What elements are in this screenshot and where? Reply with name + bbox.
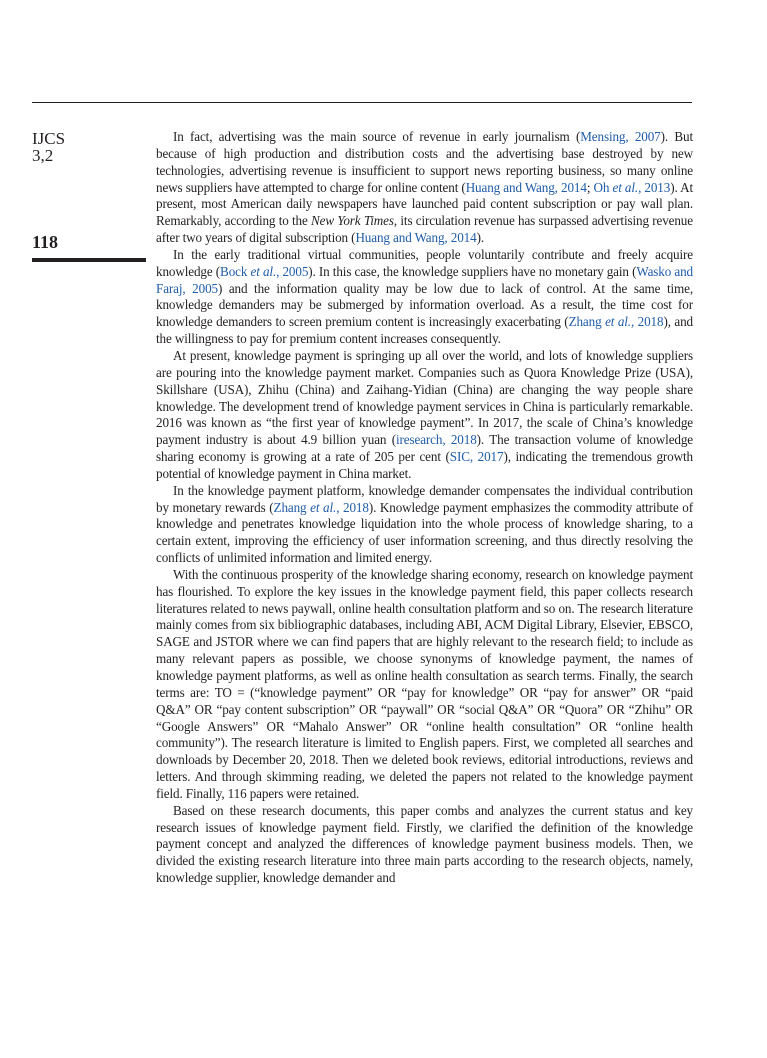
- paragraph-text: ). In this case, the knowledge suppliers have no monetary gain (: [308, 263, 637, 279]
- citation-link[interactable]: Oh: [593, 179, 613, 195]
- citation-link[interactable]: , 2018: [336, 499, 369, 515]
- paragraph-text: In the knowledge payment platform, knowledge demander compensates the individual contribution by monetary rewards (: [156, 482, 693, 515]
- citation-link[interactable]: iresearch, 2018: [396, 432, 477, 448]
- citation-link[interactable]: Bock: [220, 263, 251, 279]
- citation-link[interactable]: , 2018: [630, 314, 664, 330]
- paragraph-text: ), and the willingness to pay for premium content increases consequently.: [156, 314, 694, 347]
- journal-info: [32, 130, 65, 164]
- paragraph-text: ;: [586, 179, 594, 195]
- paragraph-text: In fact, advertising was the main source of revenue in early journalism (: [173, 129, 581, 144]
- paragraph-text: ), indicating the tremendous growth potential of knowledge payment in China market.: [156, 449, 693, 481]
- header-rule: [32, 102, 692, 103]
- citation-link[interactable]: et al.: [612, 179, 639, 195]
- citation-link[interactable]: et al.: [605, 314, 631, 330]
- paragraph-text: ). At present, most American daily newspapers have launched paid content subscription or pay wall plan. Remarkably, according to the: [156, 179, 693, 229]
- citation-link[interactable]: et al.: [310, 499, 337, 515]
- citation-link[interactable]: , 2005: [276, 263, 309, 279]
- citation-link[interactable]: et al.: [250, 263, 277, 279]
- citation-link[interactable]: Wasko and Faraj, 2005: [156, 263, 693, 296]
- body-paragraph: [156, 567, 693, 803]
- citation-link[interactable]: SIC, 2017: [449, 449, 504, 465]
- body-paragraph: [156, 247, 693, 348]
- citation-link[interactable]: Mensing, 2007: [580, 129, 661, 144]
- citation-link[interactable]: Huang and Wang, 2014: [355, 230, 477, 246]
- paragraph-text: With the continuous prosperity of the knowledge sharing economy, research on knowledge payment has flourished. To explore the key issues in the knowledge payment field, this paper collects research literatures related to news paywall, online health consultation platform and so on. The research literature mainly comes from six bibliographic databases, including ABI, ACM Digital Library, Elsevier, EBSCO, SAGE and JSTOR where we can find papers that are highly relevant to the research field; to include as many relevant papers as possible, we choose synonyms of knowledge payment, the names of knowledge payment platforms, as well as online health consultation as search terms. Finally, the search terms are: TO = (“knowledge payment” OR “pay for knowledge” OR “pay for answer” OR “paid Q&A” OR “pay content subscription” OR “paywall” OR “social Q&A” OR “Quora” OR “Zhihu” OR “Google Answers” OR “Mahalo Answer” OR “online health consultation” OR “online health community”). The research literature is limited to English papers. First, we completed all searches and downloads by December 20, 2018. Then we deleted book reviews, editorial introductions, reviews and letters. And through skimming reading, we deleted the papers not related to the knowledge payment field. Finally, 116 papers were retained.: [156, 566, 693, 801]
- italic-text: New York Times: [311, 213, 394, 229]
- citation-link[interactable]: Zhang: [273, 499, 311, 515]
- citation-link[interactable]: Huang and Wang, 2014: [465, 179, 587, 195]
- paragraph-text: ). Knowledge payment emphasizes the commodity attribute of knowledge and penetrates knowledge liquidation into the whole process of knowledge sharing, to a certain extent, improving the efficiency of user information screening, and thus directly resolving the conflicts of unlimited information and limited energy.: [156, 499, 693, 566]
- paragraph-text: In the early traditional virtual communities, people voluntarily contribute and freely acquire knowledge (: [156, 246, 693, 279]
- paragraph-text: , its circulation revenue has surpassed advertising revenue after two years of digital subscription (: [156, 213, 693, 246]
- paragraph-text: ). But because of high production and distribution costs and the advertising base destroyed by new technologies, advertising revenue is insufficient to support news reporting business, so many online news suppliers have attempted to charge for online content (: [156, 129, 693, 195]
- body-paragraph: [156, 129, 693, 247]
- article-body: [156, 129, 693, 887]
- page-number-rule: [32, 258, 146, 262]
- citation-link[interactable]: , 2013: [638, 179, 671, 195]
- page-number: 118: [32, 232, 59, 252]
- body-paragraph: [156, 803, 693, 887]
- paragraph-text: ).: [476, 230, 484, 246]
- body-paragraph: [156, 348, 693, 483]
- citation-link[interactable]: Zhang: [568, 314, 606, 330]
- journal-name: IJCS: [32, 129, 66, 148]
- body-paragraph: [156, 483, 693, 567]
- paragraph-text: Based on these research documents, this paper combs and analyzes the current status and key research issues of knowledge payment field. Firstly, we clarified the definition of the knowledge payment concept and analyzed the differences of knowledge payment business models. Then, we divided the existing research literature into three main parts according to the research objects, namely, knowledge supplier, knowledge demander and: [156, 802, 693, 886]
- volume-issue: 3,2: [32, 146, 54, 165]
- paragraph-text: ). The transaction volume of knowledge sharing economy is growing at a rate of 205 per cent (: [156, 432, 694, 465]
- paragraph-text: At present, knowledge payment is springing up all over the world, and lots of knowledge suppliers are pouring into the knowledge payment market. Companies such as Quora Knowledge Prize (USA), Skillshare (USA), Zhihu (China) and Zaihang-Yidian (China) are changing the way people share knowledge. The development trend of knowledge payment services in China is particularly remarkable. 2016 was known as “the first year of knowledge payment”. In 2017, the scale of China’s knowledge payment industry is about 4.9 billion yuan (: [156, 347, 693, 448]
- paragraph-text: ) and the information quality may be low due to lack of control. At the same time, knowledge demanders may be submerged by information overload. As a result, the time cost for knowledge demanders to screen premium content is increasingly exacerbating (: [156, 280, 693, 330]
